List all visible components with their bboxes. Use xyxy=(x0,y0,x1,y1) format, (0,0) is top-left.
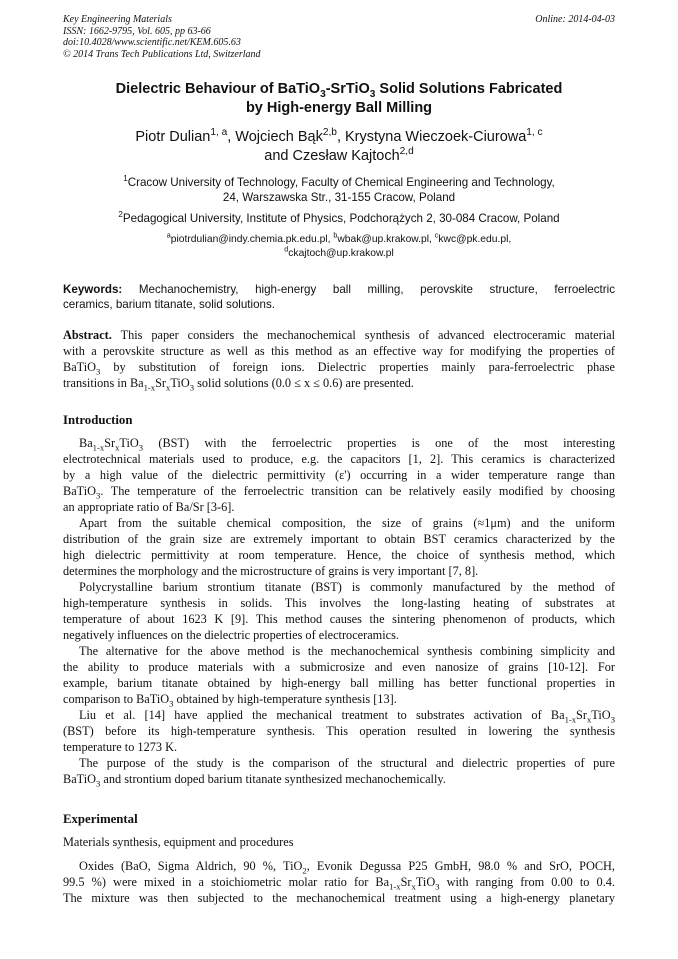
paper-title xyxy=(63,80,615,118)
authors-line-1: Piotr Dulian$^{1, a}$, Wojciech Bąk$^{2,b}$, Krystyna Wieczoek-Ciurowa$^{1, c}$ xyxy=(135,127,543,145)
email-a: piotrdulian@indy.chemia.pk.edu.pl, xyxy=(170,234,334,245)
journal-header xyxy=(63,14,615,60)
journal-copyright: © 2014 Trans Tech Publications Ltd, Switzerland xyxy=(63,48,261,60)
keywords-label: Keywords: xyxy=(63,283,123,296)
affiliation-1: $^1$Cracow University of Technology, Faculty of Chemical Engineering and Technology, 24, Warszawska Str., 31-155 Cracow, Poland xyxy=(123,174,555,204)
experimental-heading: Experimental xyxy=(63,812,138,826)
experimental-body: Oxides (BaO, Sigma Aldrich, 90 %, TiO$_2$, Evonik Degussa P25 GmbH, 98.0 % and SrO, POCH, 99.5 %) were mixed in a stoichiometric molar ratio for $Ba_{1-x}Sr_xTiO_3$ with ranging from 0.00 to 0.4. The mixture was then subjected to the mechanochemical treatment using a high-energy planetary xyxy=(63,859,615,905)
author-list xyxy=(63,128,615,166)
title-line-1: Dielectric Behaviour of BaTiO$_3$-SrTiO$_3$ Solid Solutions Fabricated xyxy=(115,81,563,100)
journal-doi: doi:10.4028/www.scientific.net/KEM.605.63 xyxy=(63,37,241,48)
journal-issn: ISSN: 1662-9795, Vol. 605, pp 63-66 xyxy=(63,25,211,37)
abstract: Abstract. This paper considers the mechanochemical synthesis of advanced electroceramic material with a perovskite structure as well as this method as an effective way for modifying the properties of BaTiO$_3$ by substitution of foreign ions. Dielectric properties mainly para-ferroelectric phase transitions in $Ba_{1-x}Sr_xTiO_3$ solid solutions (0.0 ≤ x ≤ 0.6) are presented. xyxy=(63,328,615,393)
email-c: kwc@pk.edu.pl, xyxy=(438,234,512,245)
email-list: $^a$piotrdulian@indy.chemia.pk.edu.pl, $^b$wbak@up.krakow.pl, $^c$kwc@pk.edu.pl, $^d$ckajtoch@up.krakow.pl xyxy=(166,230,512,259)
email-d: ckajtoch@up.krakow.pl xyxy=(288,247,394,259)
introduction-body: $Ba_{1-x}Sr_xTiO_3$ (BST) with the ferroelectric properties is one of the most interesting electrotechnical materials used to produce, e.g. the capacitors [1, 2]. This ceramics is characterized by a high value of the dielectric permittivity (ε') occurring in a wider temperature range than BaTiO$_3$. The temperature of the ferroelectric transition can be relatively easily modified by choosing an appropriate ratio of Ba/Sr [3-6]. Apart from the suitable chemical composition, the size of grains (≈1μm) and the uniform distribution of the grain size are extremely important to obtain BST ceramics characterized by the high dielectric permittivity at room temperature. Hence, the choice of synthesis method, which determines the morphology and the microstructure of grains is very important [7, 8]. Polycrystalline barium strontium titanate (BST) is commonly manufactured by the method of high-temperature synthesis in solids. This involves the long-lasting heating of substrates at temperature of about 1623 K [9]. This method causes the sintering phenomenon of products, which negatively influences on the dielectric properties of electroceramics. The alternative for the above method is the mechanochemical synthesis combining simplicity and the ability to produce materials with a submicrosize and even nanosize of grains [10-12]. For example, barium titanate obtained by high-energy ball milling has better functional properties in comparison to BaTiO$_3$ obtained by high-temperature synthesis [13]. Liu et al. [14] have applied the mechanical treatment to substrates activation of $Ba_{1-x}Sr_xTiO_3$ (BST) before its high-temperature synthesis. This operation resulted in lowering the synthesis temperature to 1273 K. The purpose of the study is the comparison of the structural and dielectric properties of pure BaTiO$_3$ and strontium doped barium titanate synthesized mechanochemically. xyxy=(63,436,615,789)
keywords: Keywords: Mechanochemistry, high-energy ball milling, perovskite structure, ferroelectric ceramics, barium titanate, solid solutions. xyxy=(63,283,615,311)
affiliation-2: $^2$Pedagogical University, Institute of Physics, Podchorążych 2, 30-084 Cracow, Poland xyxy=(118,210,560,225)
introduction-heading: Introduction xyxy=(63,413,133,427)
title-line-2: by High-energy Ball Milling xyxy=(245,100,433,116)
journal-name: Key Engineering Materials xyxy=(63,14,172,25)
authors-line-2: and Czesław Kajtoch$^{2,d}$ xyxy=(264,146,414,164)
experimental-subheading: Materials synthesis, equipment and procedures xyxy=(63,835,294,849)
email-b: wbak@up.krakow.pl, xyxy=(337,234,435,245)
online-date: Online: 2014-04-03 xyxy=(535,14,615,25)
abstract-label: Abstract. xyxy=(63,328,112,342)
